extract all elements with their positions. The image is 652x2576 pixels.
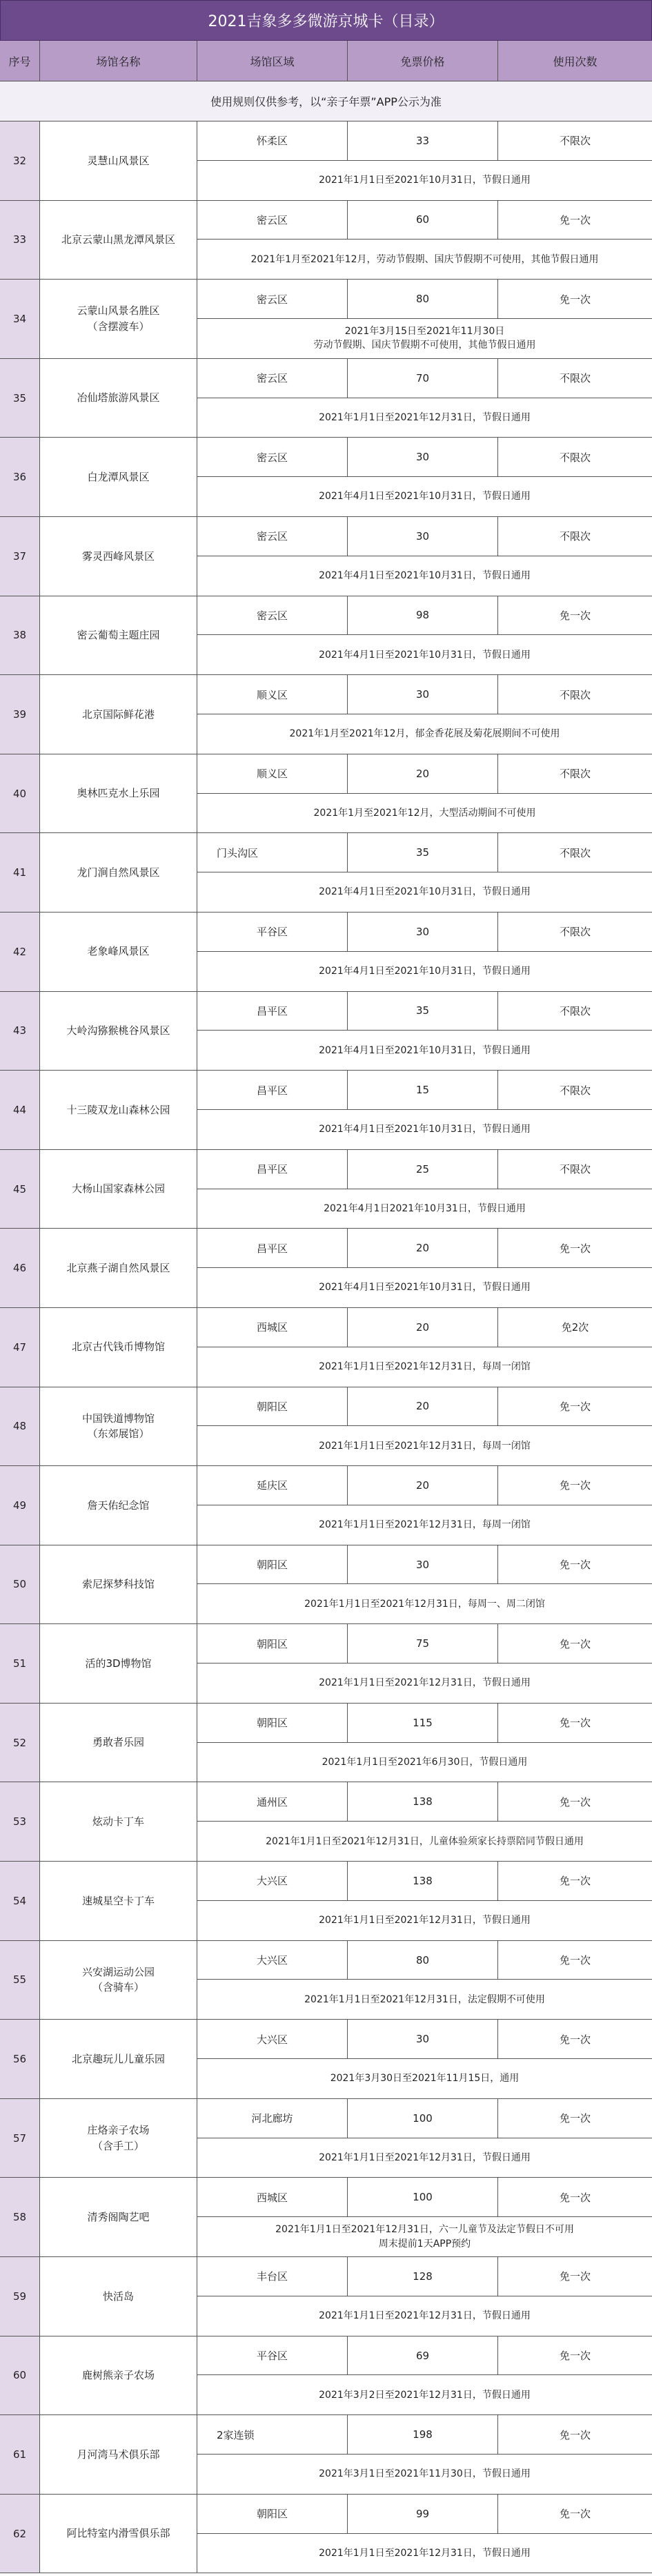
venue-details — [197, 1782, 652, 1861]
venue-rule: 2021年3月1日至2021年11月30日，节假日通用 — [319, 2468, 531, 2480]
venue-details — [197, 992, 652, 1071]
venue-price: 138 — [348, 1862, 498, 1900]
venue-times: 免一次 — [559, 2428, 591, 2441]
venue-price: 33 — [348, 121, 498, 160]
venue-area: 大兴区 — [197, 2020, 348, 2058]
table-row — [0, 359, 652, 438]
venue-name: 雾灵西峰风景区 — [40, 517, 197, 596]
venue-area: 顺义区 — [197, 675, 348, 714]
row-number: 42 — [0, 913, 40, 991]
venue-rule: 2021年1月至2021年12月，郁金香花展及菊花展期间不可使用 — [289, 728, 560, 740]
row-number: 41 — [0, 833, 40, 912]
venue-price: 30 — [348, 675, 498, 714]
venue-times: 不限次 — [559, 135, 591, 148]
venue-times: 免一次 — [559, 213, 591, 226]
venue-details-top — [197, 913, 652, 952]
venue-details-top — [197, 992, 652, 1031]
venue-details — [197, 2415, 652, 2494]
row-number: 36 — [0, 438, 40, 516]
venue-price: 100 — [348, 2178, 498, 2216]
header-area: 场馆区域 — [197, 41, 348, 81]
venue-details-top — [197, 280, 652, 319]
row-number: 49 — [0, 1466, 40, 1545]
venue-details — [197, 1941, 652, 2020]
venue-details-top — [197, 1466, 652, 1505]
venue-area: 密云区 — [197, 201, 348, 240]
venue-price: 20 — [348, 1308, 498, 1347]
row-number: 34 — [0, 280, 40, 358]
venue-area: 平谷区 — [197, 2336, 348, 2375]
venue-price: 25 — [348, 1150, 498, 1189]
venue-details-top — [197, 1150, 652, 1189]
venue-rule: 2021年1月1日至2021年12月31日，节假日通用 — [319, 411, 531, 423]
venue-details-top — [197, 201, 652, 240]
table-row — [0, 1545, 652, 1625]
venue-times: 不限次 — [559, 688, 591, 701]
venue-rule: 2021年4月1日至2021年10月31日，节假日通用 — [319, 886, 531, 898]
table-row — [0, 596, 652, 676]
venue-area: 密云区 — [197, 280, 348, 318]
row-number: 46 — [0, 1229, 40, 1307]
row-number: 47 — [0, 1308, 40, 1387]
venue-rule: 2021年4月1日至2021年10月31日，节假日通用 — [319, 649, 531, 661]
venue-details-top — [197, 1545, 652, 1585]
venue-rule: 2021年1月1日至2021年12月31日，每周一闭馆 — [319, 1440, 531, 1452]
header-num: 序号 — [0, 41, 40, 81]
venue-details-top — [197, 596, 652, 636]
venue-details — [197, 517, 652, 596]
table-row — [0, 1624, 652, 1704]
venue-price: 20 — [348, 1387, 498, 1426]
venue-details — [197, 1308, 652, 1387]
venue-name: 庄烙亲子农场 （含手工） — [40, 2099, 197, 2178]
table-row — [0, 2257, 652, 2336]
venue-details-top — [197, 2257, 652, 2296]
venue-times: 不限次 — [559, 1163, 591, 1176]
row-number: 37 — [0, 517, 40, 596]
venue-name: 鹿树熊亲子农场 — [40, 2336, 197, 2415]
table-row — [0, 2495, 652, 2574]
venue-area: 昌平区 — [197, 1071, 348, 1109]
row-number: 51 — [0, 1624, 40, 1703]
row-number: 61 — [0, 2415, 40, 2494]
venue-name: 北京趣玩儿儿童乐园 — [40, 2020, 197, 2098]
table-row — [0, 1229, 652, 1308]
venue-price: 128 — [348, 2257, 498, 2296]
venue-details-top — [197, 1782, 652, 1822]
venue-details — [197, 2257, 652, 2336]
venue-name: 云蒙山风景名胜区 （含摆渡车） — [40, 280, 197, 358]
venue-area: 朝阳区 — [197, 1387, 348, 1426]
venue-rule: 2021年1月1日至2021年12月31日，儿童体验须家长持票陪同节假日通用 — [266, 1835, 584, 1847]
venue-area: 朝阳区 — [197, 1545, 348, 1584]
venue-details — [197, 201, 652, 280]
venue-times: 免一次 — [559, 293, 591, 306]
venue-details-top — [197, 2178, 652, 2217]
row-number: 60 — [0, 2336, 40, 2415]
header-times: 使用次数 — [553, 55, 597, 68]
venue-times: 免一次 — [559, 1717, 591, 1730]
venue-rule: 2021年1月1日至2021年12月31日，节假日通用 — [319, 1915, 531, 1926]
venue-details — [197, 280, 652, 358]
venue-name: 冶仙塔旅游风景区 — [40, 359, 197, 438]
header-name: 场馆名称 — [40, 41, 197, 81]
table-row — [0, 1150, 652, 1229]
venue-rule: 2021年1月至2021年12月，大型活动期间不可使用 — [313, 807, 536, 819]
table-row — [0, 201, 652, 280]
venue-times: 免一次 — [559, 1242, 591, 1255]
venue-rule: 2021年3月2日至2021年12月31日，节假日通用 — [319, 2389, 531, 2401]
venue-rule: 2021年1月1日至2021年12月31日，每周一、周二闭馆 — [304, 1598, 545, 1610]
venue-details-top — [197, 2099, 652, 2138]
venue-details — [197, 1466, 652, 1545]
venue-price: 30 — [348, 913, 498, 951]
table-row — [0, 754, 652, 834]
venue-name: 阿比特室内滑雪俱乐部 — [40, 2495, 197, 2573]
venue-times: 不限次 — [559, 372, 591, 385]
venue-details-top — [197, 1862, 652, 1901]
venue-area: 朝阳区 — [197, 1704, 348, 1742]
venue-price: 60 — [348, 201, 498, 240]
venue-details-top — [197, 754, 652, 794]
page-title: 2021吉象多多微游京城卡（目录） — [0, 0, 652, 41]
venue-area: 怀柔区 — [197, 121, 348, 160]
table-row — [0, 1941, 652, 2020]
venue-times: 免一次 — [559, 1559, 591, 1572]
venue-area: 大兴区 — [197, 1862, 348, 1900]
venue-times: 不限次 — [559, 1004, 591, 1017]
row-number: 62 — [0, 2495, 40, 2573]
table-row — [0, 121, 652, 201]
venue-details-top — [197, 1941, 652, 1980]
venue-times: 免一次 — [559, 2508, 591, 2521]
venue-name: 速城星空卡丁车 — [40, 1862, 197, 1940]
venue-name: 灵慧山风景区 — [40, 121, 197, 200]
venue-rule: 2021年1月1日至2021年12月31日，六一儿童节及法定节假日不可用 周末提前1天APP预约 — [275, 2224, 574, 2250]
row-number: 38 — [0, 596, 40, 675]
venue-price: 80 — [348, 280, 498, 318]
venue-price: 198 — [348, 2415, 498, 2454]
venue-details-top — [197, 2336, 652, 2376]
venue-rule: 2021年1月1日至2021年10月31日，节假日通用 — [319, 175, 531, 186]
venue-area: 丰台区 — [197, 2257, 348, 2296]
venue-name: 老象峰风景区 — [40, 913, 197, 991]
venue-details — [197, 1150, 652, 1229]
row-number: 52 — [0, 1704, 40, 1782]
venue-name: 北京燕子湖自然风景区 — [40, 1229, 197, 1307]
table-row — [0, 2415, 652, 2495]
venue-details — [197, 2336, 652, 2415]
venue-name: 月河湾马术俱乐部 — [40, 2415, 197, 2494]
venue-details-top — [197, 438, 652, 477]
venue-details-top — [197, 2495, 652, 2534]
venue-times: 不限次 — [559, 451, 591, 464]
venue-times: 不限次 — [559, 530, 591, 543]
venue-times: 免一次 — [559, 1954, 591, 1967]
venue-name: 北京古代钱币博物馆 — [40, 1308, 197, 1387]
venue-rule: 2021年4月1日至2021年10月31日，节假日通用 — [319, 1124, 531, 1135]
venue-name: 清秀阁陶艺吧 — [40, 2178, 197, 2256]
venue-details — [197, 596, 652, 675]
venue-name: 奥林匹克水上乐园 — [40, 754, 197, 833]
venue-price: 20 — [348, 1229, 498, 1267]
table-row — [0, 1308, 652, 1387]
table-row — [0, 992, 652, 1071]
venue-price: 69 — [348, 2336, 498, 2375]
venue-details-top — [197, 675, 652, 714]
venue-area: 通州区 — [197, 1782, 348, 1821]
venue-details — [197, 1387, 652, 1466]
venue-area: 密云区 — [197, 596, 348, 635]
venue-details — [197, 2020, 652, 2098]
venue-rule: 2021年1月1日至2021年12月31日，节假日通用 — [319, 1677, 531, 1689]
row-number: 39 — [0, 675, 40, 754]
venue-price: 75 — [348, 1624, 498, 1663]
venue-details — [197, 1704, 652, 1782]
row-number: 57 — [0, 2099, 40, 2178]
table-row — [0, 913, 652, 992]
table-row — [0, 1704, 652, 1783]
venue-table-body — [0, 121, 652, 2573]
venue-details-top — [197, 1308, 652, 1347]
venue-details-top — [197, 121, 652, 161]
row-number: 33 — [0, 201, 40, 280]
venue-rule: 2021年3月30日至2021年11月15日，通用 — [330, 2073, 520, 2085]
venue-name: 北京云蒙山黑龙潭风景区 — [40, 201, 197, 280]
venue-times: 免2次 — [561, 1321, 589, 1334]
venue-price: 20 — [348, 754, 498, 793]
venue-details-top — [197, 517, 652, 556]
venue-price: 30 — [348, 2020, 498, 2058]
usage-note: 使用规则仅供参考，以“亲子年票”APP公示为准 — [0, 81, 652, 121]
venue-name: 大杨山国家森林公园 — [40, 1150, 197, 1229]
venue-times: 免一次 — [559, 2350, 591, 2363]
venue-details-top — [197, 2415, 652, 2455]
row-number: 54 — [0, 1862, 40, 1940]
venue-price: 80 — [348, 1941, 498, 1980]
venue-price: 70 — [348, 359, 498, 398]
row-number: 43 — [0, 992, 40, 1071]
row-number: 40 — [0, 754, 40, 833]
venue-area: 顺义区 — [197, 754, 348, 793]
venue-details-top — [197, 2020, 652, 2059]
venue-price: 35 — [348, 992, 498, 1031]
table-row — [0, 1387, 652, 1467]
venue-details-top — [197, 1624, 652, 1663]
venue-details-top — [197, 1704, 652, 1743]
venue-times: 不限次 — [559, 926, 591, 939]
venue-rule: 2021年4月1日至2021年10月31日，节假日通用 — [319, 965, 531, 977]
venue-details-top — [197, 1387, 652, 1427]
venue-details — [197, 675, 652, 754]
header-price: 免票价格 — [348, 41, 498, 81]
venue-details — [197, 1229, 652, 1307]
venue-name: 勇敢者乐园 — [40, 1704, 197, 1782]
venue-name: 炫动卡丁车 — [40, 1782, 197, 1861]
venue-name: 兴安湖运动公园 （含骑车） — [40, 1941, 197, 2020]
venue-details — [197, 833, 652, 912]
venue-rule: 2021年4月1日至2021年10月31日，节假日通用 — [319, 1044, 531, 1056]
row-number: 35 — [0, 359, 40, 438]
table-row — [0, 2336, 652, 2416]
venue-price: 20 — [348, 1466, 498, 1505]
venue-price: 15 — [348, 1071, 498, 1109]
venue-details — [197, 913, 652, 991]
table-row — [0, 517, 652, 596]
row-number: 59 — [0, 2257, 40, 2336]
row-number: 44 — [0, 1071, 40, 1149]
venue-times: 免一次 — [559, 2112, 591, 2125]
venue-area: 朝阳区 — [197, 2495, 348, 2533]
venue-details — [197, 2178, 652, 2256]
venue-rule: 2021年1月1日至2021年12月31日，每周一闭馆 — [319, 1519, 531, 1531]
venue-rule: 2021年4月1日2021年10月31日，节假日通用 — [324, 1202, 526, 1214]
venue-area: 昌平区 — [197, 992, 348, 1031]
row-number: 50 — [0, 1545, 40, 1624]
venue-area: 西城区 — [197, 2178, 348, 2216]
venue-area: 延庆区 — [197, 1466, 348, 1505]
venue-name: 詹天佑纪念馆 — [40, 1466, 197, 1545]
venue-rule: 2021年1月1日至2021年12月31日，节假日通用 — [319, 2151, 531, 2163]
venue-details — [197, 359, 652, 438]
venue-area: 密云区 — [197, 517, 348, 556]
venue-area: 昌平区 — [197, 1150, 348, 1189]
venue-price: 30 — [348, 517, 498, 556]
table-row — [0, 833, 652, 913]
venue-area: 大兴区 — [197, 1941, 348, 1980]
venue-name: 大岭沟猕猴桃谷风景区 — [40, 992, 197, 1071]
venue-rule: 2021年1月1日至2021年6月30日，节假日通用 — [322, 1756, 528, 1768]
venue-name: 密云葡萄主题庄园 — [40, 596, 197, 675]
venue-details — [197, 2495, 652, 2573]
venue-rule: 2021年4月1日至2021年10月31日，节假日通用 — [319, 570, 531, 582]
venue-price: 35 — [348, 833, 498, 872]
row-number: 48 — [0, 1387, 40, 1466]
venue-area: 河北廊坊 — [197, 2099, 348, 2138]
venue-rule: 2021年1月1日至2021年12月31日，每周一闭馆 — [319, 1360, 531, 1372]
venue-rule: 2021年1月1日至2021年12月31日，法定假期不可使用 — [304, 1993, 545, 2005]
row-number: 58 — [0, 2178, 40, 2256]
venue-area: 门头沟区 — [197, 833, 348, 872]
table-row — [0, 675, 652, 754]
venue-area: 平谷区 — [197, 913, 348, 951]
venue-details-top — [197, 1229, 652, 1268]
venue-details — [197, 121, 652, 200]
venue-details — [197, 1624, 652, 1703]
venue-price: 138 — [348, 1782, 498, 1821]
table-row — [0, 2178, 652, 2257]
venue-times: 不限次 — [559, 768, 591, 781]
row-number: 32 — [0, 121, 40, 200]
venue-price: 100 — [348, 2099, 498, 2138]
table-row — [0, 438, 652, 517]
venue-times: 免一次 — [559, 2033, 591, 2046]
venue-name: 龙门涧自然风景区 — [40, 833, 197, 912]
venue-times: 免一次 — [559, 1479, 591, 1492]
table-header — [0, 41, 652, 81]
venue-name: 白龙潭风景区 — [40, 438, 197, 516]
venue-area: 朝阳区 — [197, 1624, 348, 1663]
venue-times: 免一次 — [559, 1637, 591, 1650]
venue-rule: 2021年1月1日至2021年12月31日，节假日通用 — [319, 2547, 531, 2559]
venue-area: 密云区 — [197, 359, 348, 398]
venue-details-top — [197, 833, 652, 872]
row-number: 45 — [0, 1150, 40, 1229]
row-number: 55 — [0, 1941, 40, 2020]
table-row — [0, 2099, 652, 2178]
venue-rule: 2021年4月1日至2021年10月31日，节假日通用 — [319, 1282, 531, 1294]
table-row — [0, 1862, 652, 1941]
venue-area: 密云区 — [197, 438, 348, 476]
venue-details — [197, 1071, 652, 1149]
venue-times: 免一次 — [559, 1400, 591, 1413]
venue-details — [197, 1545, 652, 1624]
table-row — [0, 2020, 652, 2099]
venue-details — [197, 2099, 652, 2178]
venue-details-top — [197, 1071, 652, 1110]
venue-times: 免一次 — [559, 609, 591, 622]
venue-area: 2家连锁 — [197, 2415, 348, 2454]
venue-rule: 2021年4月1日至2021年10月31日，节假日通用 — [319, 491, 531, 502]
venue-name: 北京国际鲜花港 — [40, 675, 197, 754]
table-row — [0, 1466, 652, 1545]
venue-price: 30 — [348, 1545, 498, 1584]
venue-rule: 2021年3月15日至2021年11月30日 劳动节假期、国庆节假期不可使用，其他节假日通用 — [313, 326, 536, 351]
row-number: 53 — [0, 1782, 40, 1861]
venue-details-top — [197, 359, 652, 398]
venue-area: 西城区 — [197, 1308, 348, 1347]
venue-rule: 2021年1月1日至2021年12月31日，节假日通用 — [319, 2310, 531, 2322]
table-row — [0, 1071, 652, 1150]
venue-details — [197, 754, 652, 833]
venue-price: 99 — [348, 2495, 498, 2533]
venue-price: 30 — [348, 438, 498, 476]
venue-name: 活的3D博物馆 — [40, 1624, 197, 1703]
venue-name: 快活岛 — [40, 2257, 197, 2336]
venue-times: 免一次 — [559, 1875, 591, 1888]
venue-name: 中国铁道博物馆 （东郊展馆） — [40, 1387, 197, 1466]
venue-times: 免一次 — [559, 2191, 591, 2204]
venue-rule: 2021年1月至2021年12月，劳动节假期、国庆节假期不可使用，其他节假日通用 — [250, 253, 599, 265]
table-row — [0, 280, 652, 359]
venue-times: 不限次 — [559, 846, 591, 859]
row-number: 56 — [0, 2020, 40, 2098]
venue-times: 免一次 — [559, 2270, 591, 2283]
venue-name: 索尼探梦科技馆 — [40, 1545, 197, 1624]
venue-area: 昌平区 — [197, 1229, 348, 1267]
venue-details — [197, 1862, 652, 1940]
venue-details — [197, 438, 652, 516]
venue-name: 十三陵双龙山森林公园 — [40, 1071, 197, 1149]
venue-times: 不限次 — [559, 1084, 591, 1097]
venue-price: 98 — [348, 596, 498, 635]
table-row — [0, 1782, 652, 1862]
venue-price: 115 — [348, 1704, 498, 1742]
venue-times: 免一次 — [559, 1795, 591, 1808]
